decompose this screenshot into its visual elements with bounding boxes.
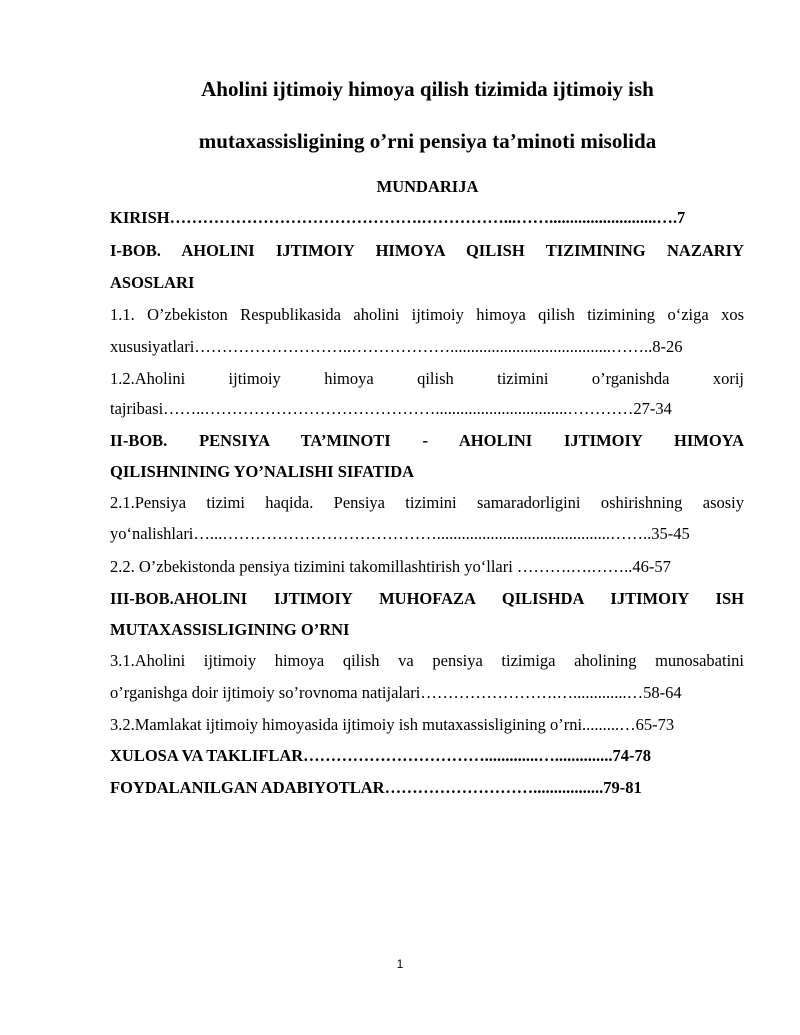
toc-entry-introduction: KIRISH……………………………………….……………...……..........................….7: [110, 208, 686, 227]
toc-chapter-3-heading: III-BOB.AHOLINI IJTIMOIY MUHOFAZA QILISHDA IJTIMOIY ISH: [110, 589, 744, 608]
toc-section-3-1: 3.1.Aholini ijtimoiy himoya qilish va pensiya tizimiga aholining munosabatini: [110, 651, 744, 670]
contents-heading: MUNDARIJA: [376, 177, 479, 196]
toc-section-3-2: 3.2.Mamlakat ijtimoiy himoyasida ijtimoiy ish mutaxassisligining o’rni.........…65-73: [110, 715, 675, 734]
toc-section-2-2: 2.2. O’zbekistonda pensiya tizimini takomillashtirish yo‘llari ……….….……..46-57: [110, 557, 671, 576]
document-title-line-1: Aholini ijtimoiy himoya qilish tizimida ijtimoiy ish: [201, 77, 654, 101]
toc-chapter-3-heading-cont: MUTAXASSISLIGINING O’RNI: [110, 620, 350, 639]
toc-chapter-2-heading-cont: QILISHNINING YO’NALISHI SIFATIDA: [110, 462, 415, 481]
toc-section-1-1-cont: xususiyatlari………………………..……………….......................................……..8-26: [110, 337, 683, 356]
toc-section-2-1-cont: yo‘nalishlari…...…………………………………..........................................……..35-45: [110, 524, 690, 543]
toc-entry-conclusions: XULOSA VA TAKLIFLAR…………………………….............…..............74-78: [110, 746, 652, 765]
toc-section-2-1: 2.1.Pensiya tizimi haqida. Pensiya tizimini samaradorligini oshirishning asosiy: [110, 493, 744, 512]
toc-section-1-2: 1.2.Aholini ijtimoiy himoya qilish tizimini o’rganishda xorij: [110, 369, 744, 388]
toc-entry-references: FOYDALANILGAN ADABIYOTLAR……………………….................79-81: [110, 778, 642, 797]
toc-section-1-1: 1.1. O’zbekiston Respublikasida aholini ijtimoiy himoya qilish tizimining o‘ziga xos: [110, 305, 744, 324]
toc-chapter-1-heading: I-BOB. AHOLINI IJTIMOIY HIMOYA QILISH TIZIMINING NAZARIY: [110, 241, 744, 260]
toc-chapter-2-heading: II-BOB. PENSIYA TA’MINOTI - AHOLINI IJTIMOIY HIMOYA: [110, 431, 744, 450]
toc-section-3-1-cont: o’rganishga doir ijtimoiy so’rovnoma natijalari…………………….….............…58-64: [110, 683, 682, 702]
toc-chapter-1-heading-cont: ASOSLARI: [110, 273, 195, 292]
document-title-line-2: mutaxassisligining o’rni pensiya ta’minoti misolida: [198, 129, 657, 153]
page-number: 1: [396, 957, 404, 971]
toc-section-1-2-cont: tajribasi……..……………………………………................................…………27-34: [110, 399, 672, 418]
